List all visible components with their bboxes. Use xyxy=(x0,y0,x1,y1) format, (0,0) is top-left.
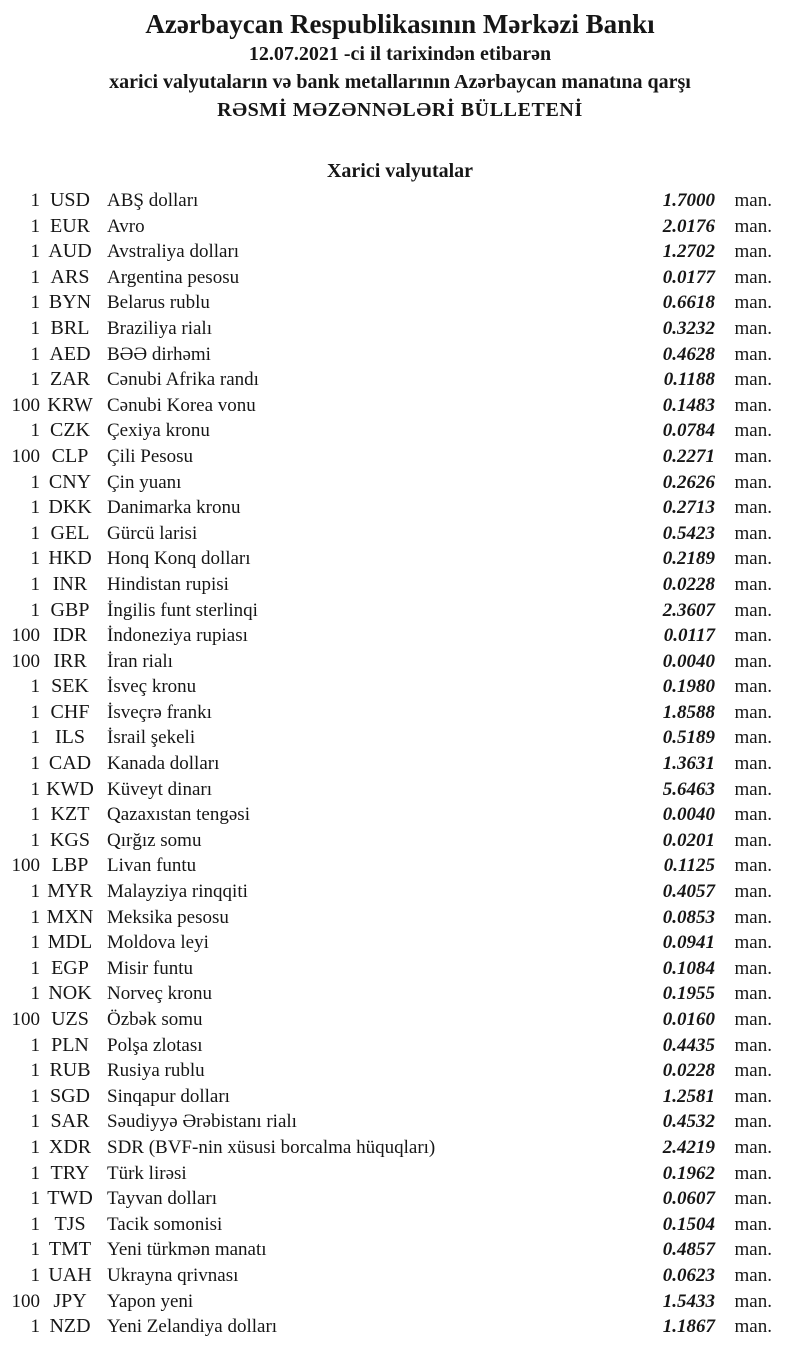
currency-code: KGS xyxy=(49,828,90,851)
unit-label: man. xyxy=(734,190,772,211)
currency-name: İndoneziya rupiası xyxy=(107,625,248,647)
quantity: 1 xyxy=(30,190,40,211)
currency-name: Cənubi Afrika randı xyxy=(107,369,259,391)
rate-value: 2.4219 xyxy=(662,1136,715,1158)
unit-label: man. xyxy=(734,676,772,698)
currency-code: SAR xyxy=(50,1110,90,1133)
currency-code: MXN xyxy=(46,905,94,928)
currency-name: Livan funtu xyxy=(107,855,197,877)
document-header xyxy=(0,0,800,124)
rate-row xyxy=(0,931,800,957)
unit-label: man. xyxy=(734,573,772,595)
rate-value: 2.3607 xyxy=(662,599,715,621)
rate-value: 0.4435 xyxy=(662,1034,715,1056)
currency-code: USD xyxy=(49,189,90,211)
unit-label: man. xyxy=(734,1188,772,1210)
currency-name: Meksika pesosu xyxy=(107,906,229,928)
quantity: 1 xyxy=(30,1060,40,1082)
quantity: 1 xyxy=(30,1136,40,1158)
currency-code: KZT xyxy=(50,803,90,826)
rate-row xyxy=(0,803,800,829)
rate-row xyxy=(0,701,800,727)
currency-code: GBP xyxy=(50,598,90,621)
currency-name: İsrail şekeli xyxy=(107,727,196,749)
unit-label: man. xyxy=(734,932,772,954)
currency-name: ABŞ dolları xyxy=(107,190,199,211)
quantity: 1 xyxy=(30,778,40,800)
unit-label: man. xyxy=(734,701,772,723)
rate-value: 1.3631 xyxy=(662,753,715,775)
currency-code: GEL xyxy=(50,521,90,544)
quantity: 1 xyxy=(30,957,40,979)
currency-name: Qırğız somu xyxy=(107,829,202,851)
rate-value: 0.1084 xyxy=(662,957,715,979)
unit-label: man. xyxy=(734,292,772,314)
currency-code: BRL xyxy=(50,316,90,339)
rate-row xyxy=(0,726,800,752)
currency-code: LBP xyxy=(51,854,89,877)
unit-label: man. xyxy=(734,1060,772,1082)
currency-name: Argentina pesosu xyxy=(107,266,240,288)
unit-label: man. xyxy=(734,343,772,365)
currency-name: SDR (BVF-nin xüsusi borcalma hüquqları) xyxy=(107,1136,436,1158)
rate-value: 0.2713 xyxy=(662,497,715,519)
unit-label: man. xyxy=(734,778,772,800)
currency-name: Ukrayna qrivnası xyxy=(107,1264,239,1286)
unit-label: man. xyxy=(734,266,772,288)
unit-label: man. xyxy=(734,829,772,851)
rate-row xyxy=(0,1315,800,1341)
rate-value: 1.2581 xyxy=(662,1085,715,1107)
bank-name: Azərbaycan Respublikasının Mərkəzi Bankı xyxy=(145,9,655,39)
currency-code: AED xyxy=(49,342,91,365)
unit-label: man. xyxy=(734,753,772,775)
currency-name: Hindistan rupisi xyxy=(107,573,229,595)
currency-code: CAD xyxy=(48,752,92,775)
rate-row xyxy=(0,215,800,241)
unit-label: man. xyxy=(734,241,772,263)
quantity: 1 xyxy=(30,1316,40,1338)
currency-code: ILS xyxy=(55,726,85,749)
rate-value: 0.0160 xyxy=(662,1009,715,1030)
quantity: 1 xyxy=(30,727,40,749)
currency-code: EUR xyxy=(50,214,90,237)
unit-label: man. xyxy=(734,727,772,749)
rate-row xyxy=(0,1110,800,1136)
currency-code: NOK xyxy=(48,982,92,1005)
unit-label: man. xyxy=(734,215,772,237)
currency-name: Səudiyyə Ərəbistanı rialı xyxy=(107,1111,297,1133)
rate-row xyxy=(0,522,800,548)
quantity: 1 xyxy=(30,932,40,954)
rate-value: 0.5189 xyxy=(662,727,715,749)
currency-code: KRW xyxy=(47,393,93,416)
quantity: 1 xyxy=(30,343,40,365)
rate-value: 1.2702 xyxy=(662,241,715,263)
quantity: 1 xyxy=(30,522,40,544)
rate-row xyxy=(0,394,800,420)
rate-row xyxy=(0,368,800,394)
currency-code: RUB xyxy=(49,1059,91,1082)
unit-label: man. xyxy=(734,1290,772,1312)
rate-value: 0.0228 xyxy=(662,573,715,595)
currency-name: Danimarka kronu xyxy=(107,497,241,519)
unit-label: man. xyxy=(734,881,772,903)
quantity: 1 xyxy=(30,599,40,621)
unit-label: man. xyxy=(734,1034,772,1056)
currency-code: CZK xyxy=(50,419,90,442)
quantity: 1 xyxy=(30,215,40,237)
rate-value: 0.0201 xyxy=(662,829,715,851)
currency-name: Avro xyxy=(107,215,145,237)
rate-value: 1.1867 xyxy=(662,1316,715,1338)
quantity: 100 xyxy=(11,1290,40,1312)
unit-label: man. xyxy=(734,1162,772,1184)
rate-value: 1.5433 xyxy=(662,1290,715,1312)
currency-name: İngilis funt sterlinqi xyxy=(107,599,258,621)
rate-value: 0.4857 xyxy=(662,1239,715,1261)
quantity: 1 xyxy=(30,1034,40,1056)
rate-row xyxy=(0,547,800,573)
rate-value: 0.0623 xyxy=(662,1264,715,1286)
rate-value: 0.1125 xyxy=(663,855,715,877)
section-title-foreign-currencies: Xarici valyutalar xyxy=(326,160,474,182)
unit-label: man. xyxy=(734,497,772,519)
rate-value: 0.0040 xyxy=(662,804,715,826)
rate-row xyxy=(0,445,800,471)
rate-value: 0.0228 xyxy=(662,1060,715,1082)
currency-name: Braziliya rialı xyxy=(107,317,212,339)
currency-code: NZD xyxy=(49,1315,91,1338)
quantity: 1 xyxy=(30,548,40,570)
unit-label: man. xyxy=(734,1213,772,1235)
unit-label: man. xyxy=(734,394,772,416)
rate-value: 0.0784 xyxy=(662,420,715,442)
rate-value: 1.8588 xyxy=(662,701,715,723)
rate-row xyxy=(0,752,800,778)
rate-row xyxy=(0,880,800,906)
quantity: 1 xyxy=(30,1111,40,1133)
quantity: 1 xyxy=(30,676,40,698)
currency-name: Malayziya rinqqiti xyxy=(107,881,248,903)
quantity: 1 xyxy=(30,573,40,595)
quantity: 1 xyxy=(30,497,40,519)
rate-row xyxy=(0,1085,800,1111)
rate-row xyxy=(0,982,800,1008)
unit-label: man. xyxy=(734,983,772,1005)
currency-code: BYN xyxy=(48,291,92,314)
rate-value: 2.0176 xyxy=(662,215,715,237)
currency-name: Yeni Zelandiya dolları xyxy=(107,1316,278,1338)
currency-name: Avstraliya dolları xyxy=(107,241,240,263)
currency-name: Yapon yeni xyxy=(107,1290,194,1312)
rate-row xyxy=(0,419,800,445)
rate-row xyxy=(0,317,800,343)
unit-label: man. xyxy=(734,906,772,928)
unit-label: man. xyxy=(734,1239,772,1261)
rate-value: 0.1980 xyxy=(662,676,715,698)
rates-table xyxy=(0,189,800,1341)
currency-name: Çin yuanı xyxy=(107,471,182,493)
rate-value: 0.1504 xyxy=(662,1213,715,1235)
rate-row xyxy=(0,675,800,701)
rate-row xyxy=(0,496,800,522)
rate-value: 0.4628 xyxy=(662,343,715,365)
currency-code: IDR xyxy=(52,624,88,647)
rate-value: 5.6463 xyxy=(662,778,715,800)
rate-row xyxy=(0,829,800,855)
currency-code: TMT xyxy=(48,1238,92,1261)
currency-name: Tacik somonisi xyxy=(107,1213,223,1235)
currency-code: TRY xyxy=(50,1161,90,1184)
rate-value: 0.3232 xyxy=(662,317,715,339)
rate-value: 1.7000 xyxy=(662,190,715,211)
currency-code: ARS xyxy=(50,265,90,288)
quantity: 1 xyxy=(30,906,40,928)
currency-code: CHF xyxy=(50,700,90,723)
currency-name: Rusiya rublu xyxy=(107,1060,205,1082)
currency-name: Türk lirəsi xyxy=(107,1162,187,1184)
currency-name: Sinqapur dolları xyxy=(107,1085,230,1107)
rate-row xyxy=(0,343,800,369)
currency-code: TWD xyxy=(47,1187,93,1210)
rate-value: 0.0177 xyxy=(662,266,715,288)
unit-label: man. xyxy=(734,445,772,467)
rate-row xyxy=(0,957,800,983)
quantity: 100 xyxy=(11,650,40,672)
quantity: 1 xyxy=(30,471,40,493)
quantity: 1 xyxy=(30,1188,40,1210)
unit-label: man. xyxy=(734,1085,772,1107)
currency-code: MYR xyxy=(47,880,93,903)
currency-code: INR xyxy=(52,572,88,595)
quantity: 1 xyxy=(30,1264,40,1286)
unit-label: man. xyxy=(734,369,772,391)
currency-code: DKK xyxy=(48,496,92,519)
rate-value: 0.2189 xyxy=(662,548,715,570)
rate-row xyxy=(0,1008,800,1034)
rate-row xyxy=(0,1059,800,1085)
currency-name: Tayvan dolları xyxy=(107,1188,217,1210)
currency-name: Norveç kronu xyxy=(107,983,212,1005)
currency-code: PLN xyxy=(51,1033,89,1056)
currency-name: Özbək somu xyxy=(107,1009,203,1030)
currency-code: IRR xyxy=(53,649,87,672)
quantity: 1 xyxy=(30,292,40,314)
currency-code: JPY xyxy=(53,1289,87,1312)
subject-line: xarici valyutaların və bank metallarının Azərbaycan manatına qarşı xyxy=(109,71,691,93)
currency-code: MDL xyxy=(47,931,93,954)
currency-name: Qazaxıstan tengəsi xyxy=(107,804,250,826)
currency-code: EGP xyxy=(51,956,89,979)
currency-name: Misir funtu xyxy=(107,957,194,979)
rate-row xyxy=(0,266,800,292)
rate-row xyxy=(0,624,800,650)
rate-row xyxy=(0,1238,800,1264)
currency-code: ZAR xyxy=(50,368,90,391)
rate-value: 0.4532 xyxy=(662,1111,715,1133)
quantity: 1 xyxy=(30,1239,40,1261)
bulletin-title: RƏSMİ MƏZƏNNƏLƏRİ BÜLLETENİ xyxy=(217,99,583,121)
currency-name: Honq Konq dolları xyxy=(107,548,251,570)
quantity: 100 xyxy=(11,625,40,647)
quantity: 1 xyxy=(30,881,40,903)
currency-code: AUD xyxy=(48,240,92,263)
currency-name: Polşa zlotası xyxy=(107,1034,203,1056)
currency-name: Gürcü larisi xyxy=(107,522,198,544)
quantity: 100 xyxy=(11,1009,40,1030)
rate-row xyxy=(0,906,800,932)
quantity: 1 xyxy=(30,701,40,723)
currency-name: Çexiya kronu xyxy=(107,420,210,442)
rate-row xyxy=(0,189,800,215)
rate-row xyxy=(0,778,800,804)
rate-row xyxy=(0,471,800,497)
currency-name: Cənubi Korea vonu xyxy=(107,394,256,416)
rate-value: 0.0607 xyxy=(662,1188,715,1210)
rate-row xyxy=(0,650,800,676)
currency-code: KWD xyxy=(46,777,94,800)
rate-row xyxy=(0,573,800,599)
quantity: 100 xyxy=(11,855,40,877)
unit-label: man. xyxy=(734,625,772,647)
rate-row xyxy=(0,1264,800,1290)
rate-value: 0.6618 xyxy=(662,292,715,314)
unit-label: man. xyxy=(734,317,772,339)
quantity: 1 xyxy=(30,420,40,442)
unit-label: man. xyxy=(734,548,772,570)
quantity: 1 xyxy=(30,804,40,826)
quantity: 1 xyxy=(30,829,40,851)
rate-row xyxy=(0,1136,800,1162)
unit-label: man. xyxy=(734,420,772,442)
unit-label: man. xyxy=(734,1136,772,1158)
currency-code: CLP xyxy=(51,444,89,467)
quantity: 100 xyxy=(11,394,40,416)
currency-name: Kanada dolları xyxy=(107,753,220,775)
rate-row xyxy=(0,1162,800,1188)
currency-code: UAH xyxy=(48,1263,92,1286)
rate-value: 0.1483 xyxy=(662,394,715,416)
rate-row xyxy=(0,1290,800,1316)
currency-name: İsveçrə frankı xyxy=(107,701,212,723)
quantity: 1 xyxy=(30,266,40,288)
quantity: 1 xyxy=(30,241,40,263)
currency-name: Moldova leyi xyxy=(107,932,209,954)
quantity: 1 xyxy=(30,317,40,339)
rate-row xyxy=(0,1034,800,1060)
quantity: 1 xyxy=(30,983,40,1005)
unit-label: man. xyxy=(734,1009,772,1030)
quantity: 100 xyxy=(11,445,40,467)
rate-value: 0.1188 xyxy=(663,369,715,391)
rate-row xyxy=(0,599,800,625)
unit-label: man. xyxy=(734,650,772,672)
currency-name: İran rialı xyxy=(107,650,173,672)
rate-row xyxy=(0,1213,800,1239)
currency-code: SGD xyxy=(49,1084,90,1107)
currency-name: İsveç kronu xyxy=(107,676,197,698)
unit-label: man. xyxy=(734,1316,772,1338)
rate-value: 0.5423 xyxy=(662,522,715,544)
rate-row xyxy=(0,1187,800,1213)
quantity: 1 xyxy=(30,1085,40,1107)
unit-label: man. xyxy=(734,1111,772,1133)
quantity: 1 xyxy=(30,1162,40,1184)
rate-row xyxy=(0,854,800,880)
currency-code: UZS xyxy=(51,1008,89,1030)
rate-value: 0.0040 xyxy=(662,650,715,672)
quantity: 1 xyxy=(30,1213,40,1235)
rate-value: 0.0853 xyxy=(662,906,715,928)
rate-value: 0.4057 xyxy=(662,881,715,903)
rate-value: 0.0117 xyxy=(663,625,715,647)
unit-label: man. xyxy=(734,804,772,826)
unit-label: man. xyxy=(734,957,772,979)
rate-value: 0.0941 xyxy=(662,932,715,954)
effective-date-line: 12.07.2021 -ci il tarixindən etibarən xyxy=(248,43,552,65)
currency-name: BƏƏ dirhəmi xyxy=(107,343,211,365)
unit-label: man. xyxy=(734,599,772,621)
unit-label: man. xyxy=(734,471,772,493)
currency-code: TJS xyxy=(54,1212,86,1235)
unit-label: man. xyxy=(734,522,772,544)
currency-name: Belarus rublu xyxy=(107,292,210,314)
currency-name: Yeni türkmən manatı xyxy=(107,1239,267,1261)
currency-code: SEK xyxy=(51,675,89,698)
currency-name: Çili Pesosu xyxy=(107,445,194,467)
quantity: 1 xyxy=(30,369,40,391)
rate-row xyxy=(0,291,800,317)
rate-value: 0.1955 xyxy=(662,983,715,1005)
rate-row xyxy=(0,240,800,266)
quantity: 1 xyxy=(30,753,40,775)
currency-code: XDR xyxy=(48,1135,92,1158)
currency-code: HKD xyxy=(48,547,92,570)
rate-value: 0.2626 xyxy=(662,471,715,493)
currency-code: CNY xyxy=(48,470,92,493)
unit-label: man. xyxy=(734,855,772,877)
unit-label: man. xyxy=(734,1264,772,1286)
currency-name: Küveyt dinarı xyxy=(107,778,213,800)
rate-value: 0.2271 xyxy=(662,445,715,467)
rate-value: 0.1962 xyxy=(662,1162,715,1184)
